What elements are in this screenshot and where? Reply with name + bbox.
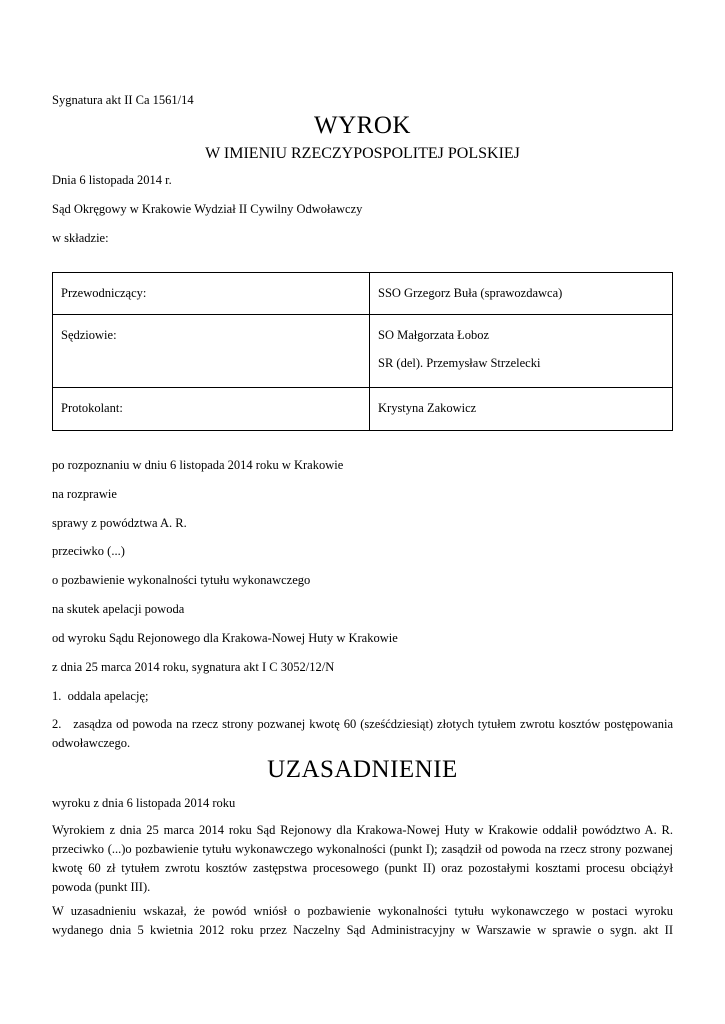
proceeding-line: sprawy z powództwa A. R. (52, 516, 187, 530)
panel-name: SSO Grzegorz Buła (sprawozdawca) (378, 286, 563, 300)
panel-role: Przewodniczący: (53, 273, 370, 315)
ruling-item: 1. oddala apelację; (52, 689, 149, 703)
proceeding-line: na skutek apelacji powoda (52, 602, 185, 616)
panel-role: Sędziowie: (53, 315, 370, 388)
judgment-title: WYROK (314, 112, 411, 139)
justification-paragraph: W uzasadnieniu wskazał, że powód wniósł o pozbawienie wykonalności tytułu wykonawczego w postaci wyroku wydanego dnia 5 kwietnia 2012 roku przez Naczelny Sąd Administracyjny w Warszawie w sprawie o sygn. akt II (52, 904, 673, 937)
proceeding-line: po rozpoznaniu w dniu 6 listopada 2014 roku w Krakowie (52, 458, 344, 472)
judgment-date: Dnia 6 listopada 2014 r. (52, 173, 172, 187)
table-row (53, 315, 673, 388)
proceeding-line: na rozprawie (52, 487, 117, 501)
case-signature: Sygnatura akt II Ca 1561/14 (52, 93, 194, 107)
proceeding-line: od wyroku Sądu Rejonowego dla Krakowa-Nowej Huty w Krakowie (52, 631, 398, 645)
proceeding-line: przeciwko (...) (52, 544, 125, 558)
justification-heading: UZASADNIENIE (267, 756, 458, 783)
table-row (53, 273, 673, 315)
court-panel-table (52, 272, 673, 431)
panel-name: Krystyna Zakowicz (378, 401, 477, 415)
composition-label: w składzie: (52, 231, 109, 245)
panel-names (370, 388, 673, 431)
proceeding-line: o pozbawienie wykonalności tytułu wykonawczego (52, 573, 311, 587)
justification-subheading: wyroku z dnia 6 listopada 2014 roku (52, 796, 236, 810)
court-name: Sąd Okręgowy w Krakowie Wydział II Cywilny Odwoławczy (52, 202, 363, 216)
panel-role: Protokolant: (53, 388, 370, 431)
panel-names (370, 315, 673, 388)
panel-name: SR (del). Przemysław Strzelecki (378, 356, 541, 370)
judgment-subtitle: W IMIENIU RZECZYPOSPOLITEJ POLSKIEJ (205, 145, 520, 162)
justification-paragraph: Wyrokiem z dnia 25 marca 2014 roku Sąd Rejonowy dla Krakowa-Nowej Huty w Krakowie oddalił powództwo A. R. przeciwko (...)o pozbawienie tytułu wykonawczego wykonalności (punkt I); zasądził od powoda na rzecz strony pozwanej kwotę 60 zł tytułem zwrotu kosztów zastępstwa procesowego (punkt II) oraz pozostałymi kosztami procesu obciążył powoda (punkt III). (52, 823, 673, 894)
proceeding-line: z dnia 25 marca 2014 roku, sygnatura akt I C 3052/12/N (52, 660, 335, 674)
panel-names (370, 273, 673, 315)
panel-name: SO Małgorzata Łoboz (378, 328, 490, 342)
table-row (53, 388, 673, 431)
ruling-item: 2. zasądza od powoda na rzecz strony pozwanej kwotę 60 (sześćdziesiąt) złotych tytułem zwrotu kosztów postępowania odwoławczego. (52, 717, 677, 750)
